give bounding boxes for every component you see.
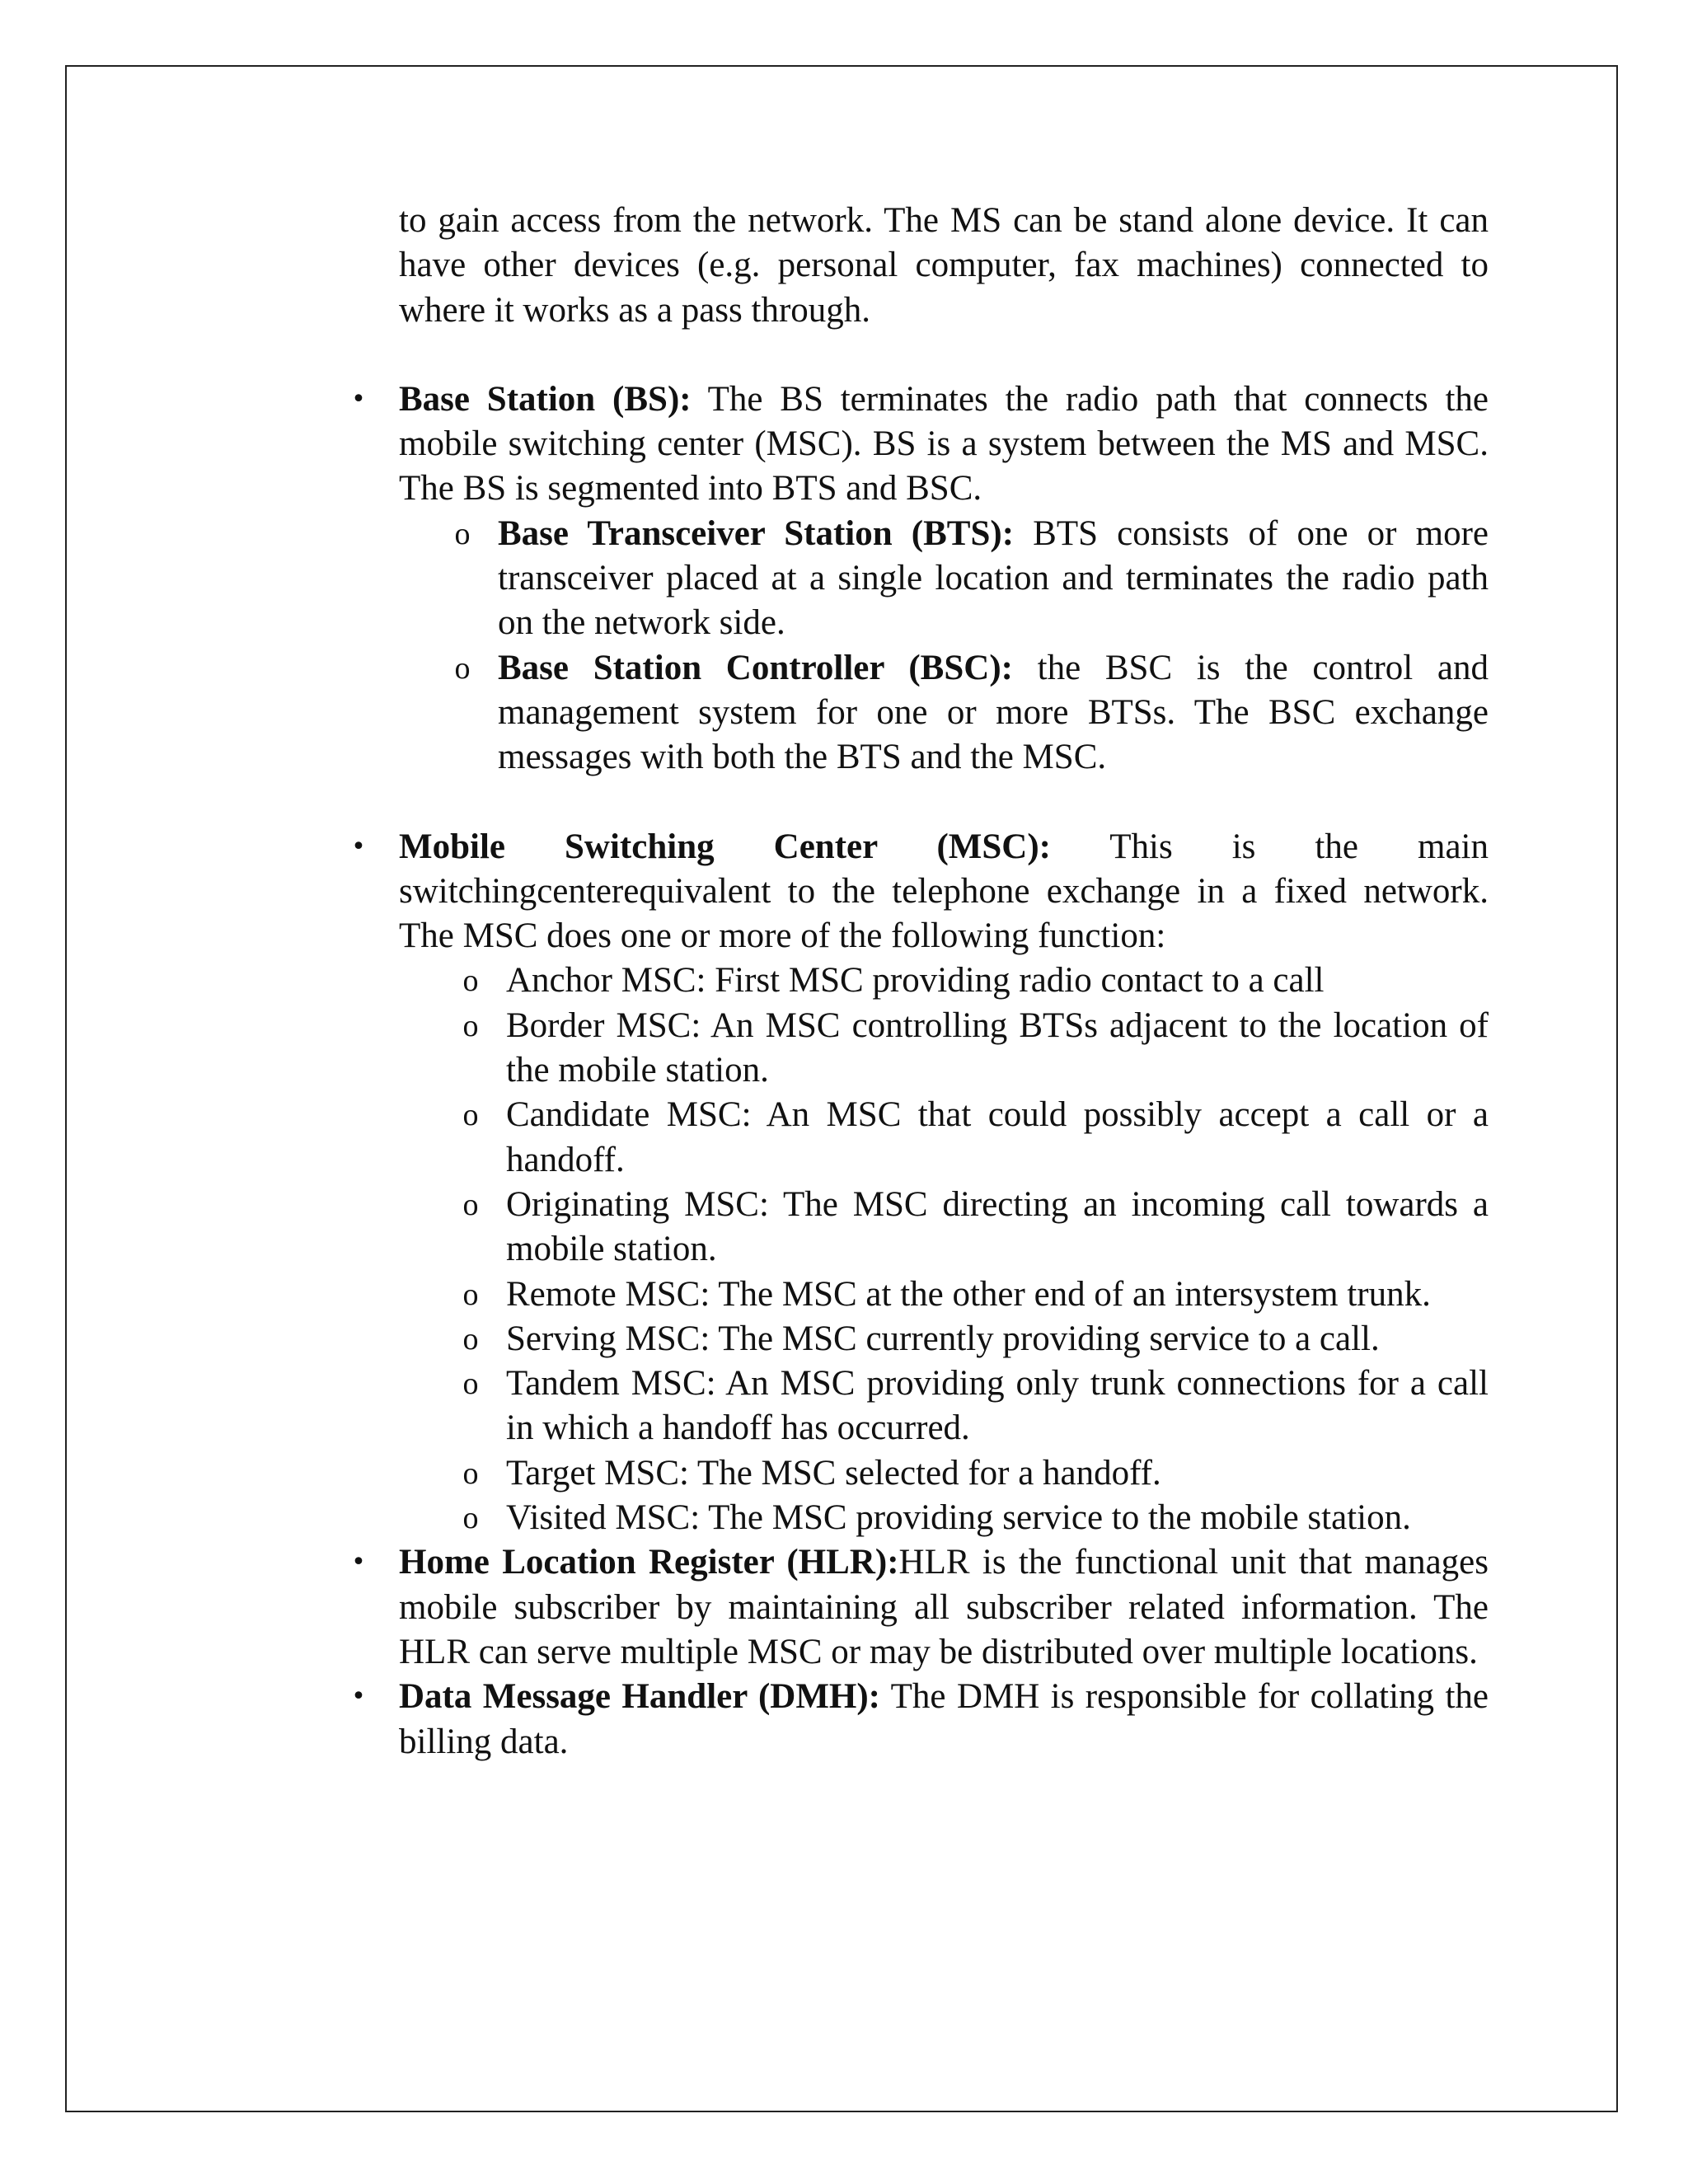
sublist-item-bts — [454, 512, 1489, 646]
sublist-item-bsc — [454, 646, 1489, 780]
sublist-item-originating-msc — [462, 1183, 1489, 1272]
document-body — [351, 199, 1489, 1765]
sublist-item-remote-msc — [462, 1272, 1489, 1317]
term-hlr: Home Location Register (HLR): — [399, 1543, 899, 1582]
text-bsc: the BSC is the control and management system for one or more BTSs. The BSC exchange messages with both the BTS and the MSC. — [498, 648, 1489, 777]
text-target-msc: Target MSC: The MSC selected for a handoff. — [506, 1453, 1161, 1493]
list-item-dmh — [351, 1675, 1489, 1765]
text-anchor-msc: Anchor MSC: First MSC providing radio contact to a call — [506, 961, 1325, 1001]
text-hlr: HLR is the functional unit that manages mobile subscriber by maintaining all subscriber related information. The HLR can serve multiple MSC or may be distributed over multiple locations. — [399, 1543, 1489, 1671]
base-station-sublist — [399, 512, 1489, 780]
term-bts: Base Transceiver Station (BTS): — [498, 513, 1015, 553]
text-border-msc: Border MSC: An MSC controlling BTSs adjacent to the location of the mobile station. — [506, 1005, 1489, 1090]
intro-paragraph: to gain access from the network. The MS can be stand alone device. It can have other devices (e.g. personal computer, fax machines) connected to where it works as a pass through. — [399, 201, 1489, 330]
bullet-icon: • — [351, 1682, 366, 1712]
text-bts: BTS consists of one or more transceiver placed at a single location and terminates the radio path on the network side. — [498, 513, 1489, 643]
sublist-item-anchor-msc — [462, 958, 1489, 1003]
circle-bullet-icon: o — [462, 1455, 479, 1491]
circle-bullet-icon: o — [462, 1008, 479, 1043]
circle-bullet-icon: o — [462, 1501, 479, 1536]
sublist-item-border-msc — [462, 1004, 1489, 1094]
main-bullet-list — [351, 377, 1489, 1765]
bullet-icon: • — [351, 384, 366, 414]
sublist-item-tandem-msc — [462, 1361, 1489, 1451]
paragraph-gap — [399, 333, 1489, 377]
term-bsc: Base Station Controller (BSC): — [498, 648, 1013, 687]
term-msc: Mobile Switching Center (MSC): — [399, 827, 1051, 866]
text-originating-msc: Originating MSC: The MSC directing an incoming call towards a mobile station. — [506, 1184, 1489, 1269]
circle-bullet-icon: o — [462, 1277, 479, 1312]
term-base-station: Base Station (BS): — [399, 379, 692, 419]
text-base-station: The BS terminates the radio path that connects the mobile switching center (MSC). BS is a system between the MS and MSC. The BS is segmented into BTS and BSC. — [399, 379, 1489, 509]
term-dmh: Data Message Handler (DMH): — [399, 1677, 881, 1717]
circle-bullet-icon: o — [462, 1187, 479, 1222]
list-gap — [399, 780, 1489, 825]
sublist-item-serving-msc — [462, 1317, 1489, 1361]
circle-bullet-icon: o — [462, 1366, 479, 1402]
sublist-item-visited-msc — [462, 1496, 1489, 1540]
circle-bullet-icon: o — [462, 1098, 479, 1133]
text-remote-msc: Remote MSC: The MSC at the other end of an intersystem trunk. — [506, 1274, 1431, 1314]
circle-bullet-icon: o — [462, 963, 479, 999]
circle-bullet-icon: o — [454, 650, 471, 686]
list-item-msc — [351, 825, 1489, 1541]
text-tandem-msc: Tandem MSC: An MSC providing only trunk connections for a call in which a handoff has occurred. — [506, 1364, 1489, 1448]
text-serving-msc: Serving MSC: The MSC currently providing service to a call. — [506, 1319, 1380, 1358]
bullet-icon: • — [351, 1548, 366, 1577]
bullet-icon: • — [351, 832, 366, 861]
circle-bullet-icon: o — [462, 1321, 479, 1357]
sublist-item-target-msc — [462, 1451, 1489, 1496]
text-visited-msc: Visited MSC: The MSC providing service to the mobile station. — [506, 1498, 1411, 1538]
text-msc: This is the main switchingcenterequivalent to the telephone exchange in a fixed network. The MSC does one or more of the following function: — [399, 827, 1489, 956]
msc-sublist — [399, 958, 1489, 1540]
sublist-item-candidate-msc — [462, 1093, 1489, 1183]
text-dmh: The DMH is responsible for collating the billing data. — [399, 1677, 1489, 1761]
circle-bullet-icon: o — [454, 516, 471, 551]
text-candidate-msc: Candidate MSC: An MSC that could possibly accept a call or a handoff. — [506, 1095, 1489, 1179]
list-item-base-station — [351, 377, 1489, 780]
list-item-hlr — [351, 1540, 1489, 1675]
